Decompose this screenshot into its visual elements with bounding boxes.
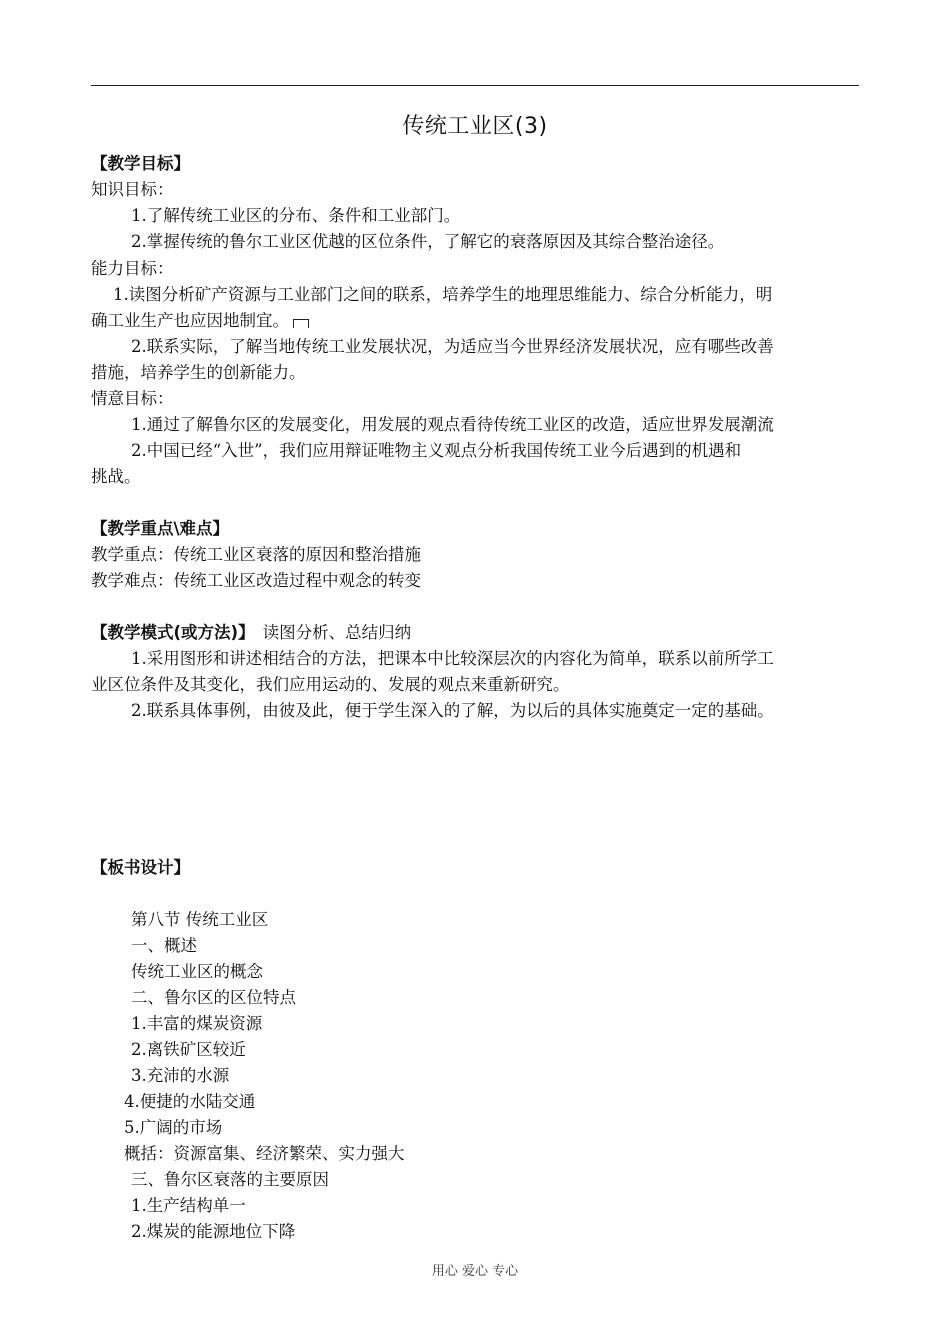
board-line: 3.充沛的水源 — [131, 1066, 230, 1085]
page-footer: 用心 爱心 专心 — [431, 1264, 519, 1279]
knowledge-item-1: 1.了解传统工业区的分布、条件和工业部门。 — [131, 206, 461, 225]
board-line: 1.丰富的煤炭资源 — [131, 1014, 263, 1033]
ability-item-1-line-2: 确工业生产也应因地制宜。 — [91, 308, 309, 334]
emotion-item-2-line-1: 2.中国已经“入世”，我们应用辩证唯物主义观点分析我国传统工业今后遇到的机遇和 — [131, 441, 742, 460]
ability-label: 能力目标： — [91, 259, 174, 278]
ability-item-1-line-1: 1.读图分析矿产资源与工业部门之间的联系，培养学生的地理思维能力、综合分析能力，明 — [113, 285, 773, 304]
method-heading-line — [91, 620, 411, 646]
teaching-difficulty: 教学难点：传统工业区改造过程中观念的转变 — [91, 571, 421, 590]
teaching-focus: 教学重点：传统工业区衰落的原因和整治措施 — [91, 545, 421, 564]
board-line: 二、鲁尔区的区位特点 — [131, 988, 296, 1007]
method-heading: 【教学模式(或方法)】 — [91, 623, 255, 642]
board-line: 2.煤炭的能源地位下降 — [131, 1222, 296, 1241]
keypoints-heading: 【教学重点\难点】 — [91, 519, 230, 538]
board-line: 一、概述 — [131, 936, 197, 955]
board-line: 5.广阔的市场 — [124, 1118, 223, 1137]
board-line: 传统工业区的概念 — [131, 962, 263, 981]
board-line: 2.离铁矿区较近 — [131, 1040, 246, 1059]
method-item-2: 2.联系具体事例，由彼及此，便于学生深入的了解，为以后的具体实施奠定一定的基础。 — [131, 701, 774, 720]
emotion-label: 情意目标： — [91, 389, 174, 408]
knowledge-item-2: 2.掌握传统的鲁尔工业区优越的区位条件，了解它的衰落原因及其综合整治途径。 — [131, 232, 725, 251]
board-line: 1.生产结构单一 — [131, 1196, 246, 1215]
emotion-item-2-line-2: 挑战。 — [91, 467, 141, 486]
knowledge-label: 知识目标： — [91, 180, 174, 199]
objectives-heading: 【教学目标】 — [91, 154, 190, 173]
document-title: 传统工业区(3) — [402, 114, 548, 139]
board-line: 三、鲁尔区衰落的主要原因 — [131, 1170, 329, 1189]
method-item-1-line-1: 1.采用图形和讲述相结合的方法，把课本中比较深层次的内容化为简单，联系以前所学工 — [131, 649, 774, 668]
method-item-1-line-2: 业区位条件及其变化，我们应用运动的、发展的观点来重新研究。 — [91, 675, 570, 694]
emotion-item-1: 1.通过了解鲁尔区的发展变化，用发展的观点看待传统工业区的改造，适应世界发展潮流 — [131, 415, 774, 434]
editing-mark-icon — [293, 319, 309, 328]
board-line: 第八节 传统工业区 — [131, 910, 269, 929]
board-heading: 【板书设计】 — [91, 858, 190, 877]
header-rule — [91, 85, 859, 86]
ability-item-2-line-1: 2.联系实际，了解当地传统工业发展状况，为适应当今世界经济发展状况，应有哪些改善 — [131, 337, 774, 356]
board-line: 概括：资源富集、经济繁荣、实力强大 — [124, 1144, 405, 1163]
ability-item-2-line-2: 措施，培养学生的创新能力。 — [91, 363, 306, 382]
board-line: 4.便捷的水陆交通 — [124, 1092, 256, 1111]
method-summary: 读图分析、总结归纳 — [262, 623, 412, 642]
